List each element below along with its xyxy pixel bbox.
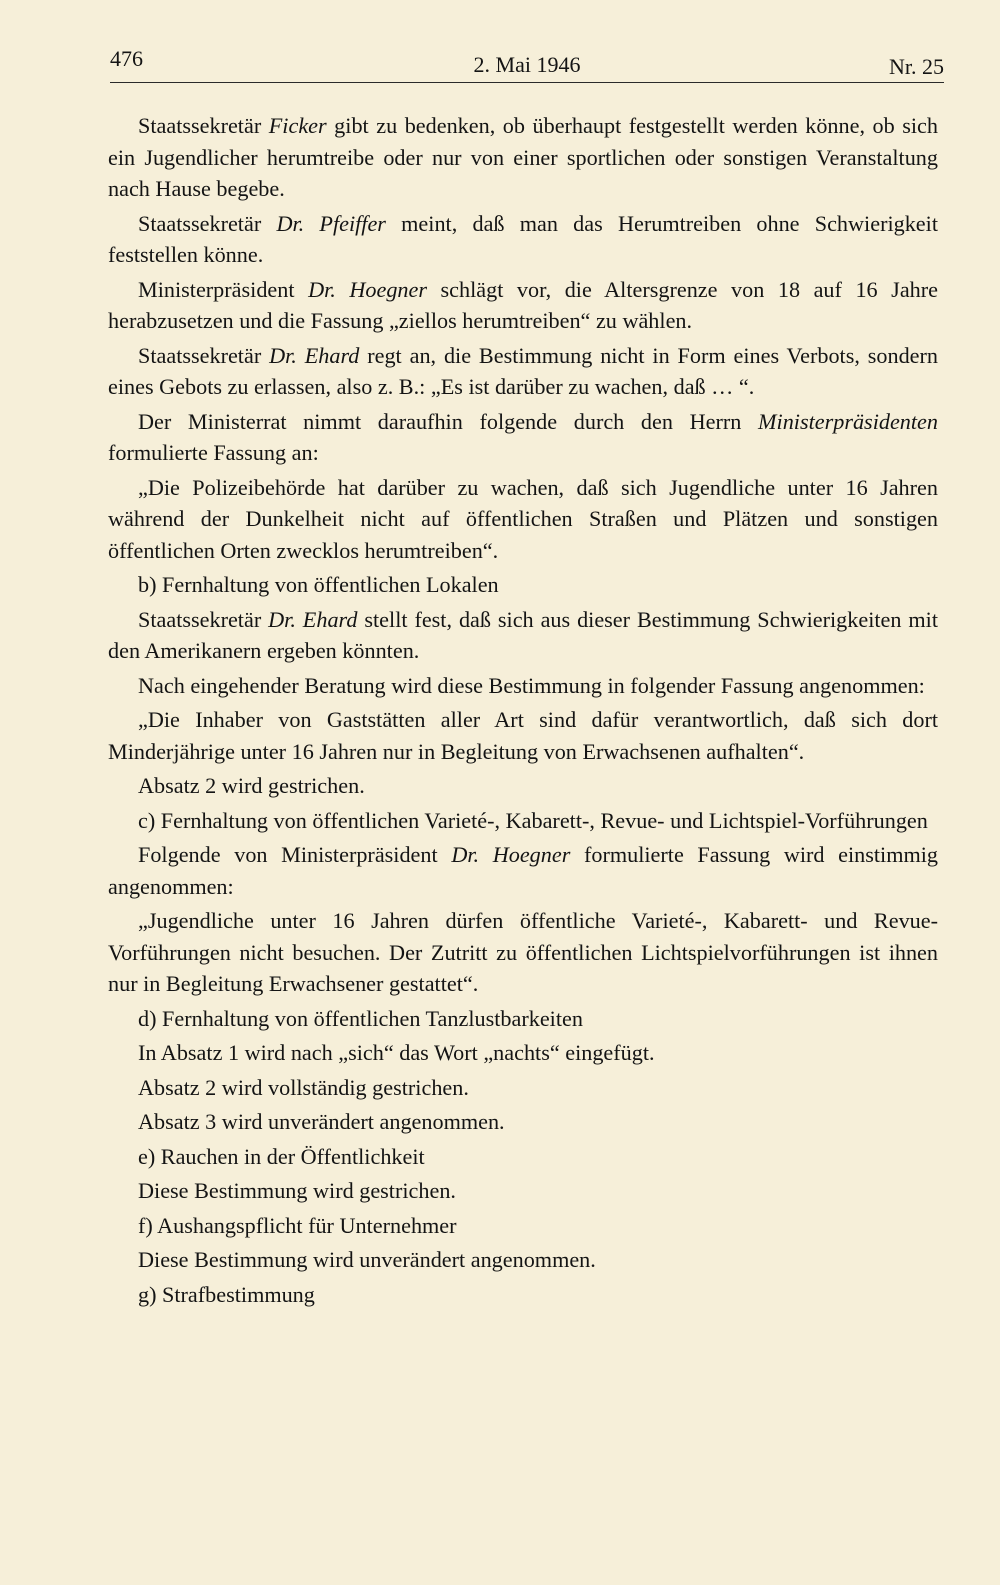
italic-name: Ministerpräsidenten [758,408,938,434]
italic-name: Dr. Hoegner [308,276,427,302]
paragraph [108,1003,938,1035]
header-date: 2. Mai 1946 [473,52,581,77]
paragraph [108,770,938,802]
paragraph-text: g) Strafbestimmung [138,1281,315,1307]
paragraph [108,1106,938,1138]
paragraph-text: meint, daß man das Herumtreiben ohne Schwierigkeit feststellen könne. [108,210,938,267]
paragraph-text: formulierte Fassung an: [108,440,319,465]
document-body [108,110,938,1310]
paragraph-text: f) Aushangspflicht für Unternehmer [138,1212,457,1238]
paragraph [108,472,938,567]
paragraph-text: Staatssekretär [138,210,277,236]
paragraph [108,604,938,667]
paragraph [108,704,938,767]
italic-name: Dr. Ehard [268,606,358,632]
paragraph [108,569,938,601]
paragraph [108,1244,938,1276]
paragraph [108,274,938,337]
paragraph-text: gibt zu bedenken, ob überhaupt festgestellt werden könne, ob sich ein Jugendlicher herumtreibe oder nur von einer sportlichen oder sonstigen Veranstaltung nach Hause begebe. [108,113,938,201]
page-number: 476 [110,46,143,71]
paragraph-text: e) Rauchen in der Öffentlichkeit [138,1143,425,1169]
paragraph-text: formulierte Fassung wird einstimmig angenommen: [108,842,938,899]
paragraph [108,1210,938,1242]
paragraph-text: „Die Inhaber von Gaststätten aller Art sind dafür verantwortlich, daß sich dort Minderjährige unter 16 Jahren nur in Begleitung von Erwachsenen aufhalten“. [108,707,938,764]
paragraph-text: Absatz 2 wird vollständig gestrichen. [138,1074,469,1100]
page-header [110,46,944,83]
italic-name: Dr. Ehard [269,342,360,368]
paragraph-text: Staatssekretär [138,113,269,138]
paragraph-text: d) Fernhaltung von öffentlichen Tanzlustbarkeiten [138,1005,583,1031]
paragraph-text: stellt fest, daß sich aus dieser Bestimmung Schwierigkeiten mit den Amerikanern ergeben könnten. [108,606,938,663]
paragraph [108,1037,938,1069]
document-number: Nr. 25 [889,54,944,79]
paragraph-text: „Jugendliche unter 16 Jahren dürfen öffentliche Varieté-, Kabarett- und Revue-Vorführungen nicht besuchen. Der Zutritt zu öffentlichen Lichtspielvorführungen ist ihnen nur in Begleitung Erwachsener gestattet“. [108,908,938,996]
paragraph [108,1072,938,1104]
italic-name: Ficker [268,113,327,138]
paragraph [108,805,938,837]
paragraph-text: In Absatz 1 wird nach „sich“ das Wort „nachts“ eingefügt. [138,1040,655,1065]
paragraph [108,1175,938,1207]
paragraph [108,110,938,205]
paragraph [108,905,938,1000]
paragraph [108,1141,938,1173]
paragraph [108,839,938,902]
paragraph [108,670,938,702]
paragraph-text: b) Fernhaltung von öffentlichen Lokalen [138,572,499,597]
paragraph [108,1279,938,1311]
paragraph [108,208,938,271]
italic-name: Dr. Pfeiffer [276,210,386,236]
paragraph-text: Staatssekretär [138,606,269,632]
paragraph-text: „Die Polizeibehörde hat darüber zu wachen, daß sich Jugendliche unter 16 Jahren während der Dunkelheit nicht auf öffentlichen Straßen und Plätzen und sonstigen öffentlichen Orten zwecklos herumtreiben“. [108,474,938,563]
paragraph-text: Folgende von Ministerpräsident [138,842,452,867]
paragraph-text: Der Ministerrat nimmt daraufhin folgende durch den Herrn [138,408,759,434]
paragraph-text: Staatssekretär [138,342,270,368]
paragraph-text: regt an, die Bestimmung nicht in Form eines Verbots, sondern eines Gebots zu erlassen, also z. B.: „Es ist darüber zu wachen, daß … “. [108,342,939,399]
paragraph-text: schlägt vor, die Altersgrenze von 18 auf 16 Jahre herabzusetzen und die Fassung „ziellos herumtreiben“ zu wählen. [108,276,938,333]
italic-name: Dr. Hoegner [451,842,571,867]
paragraph-text: c) Fernhaltung von öffentlichen Varieté-, Kabarett-, Revue- und Lichtspiel-Vorführungen [138,807,928,833]
paragraph-text: Diese Bestimmung wird gestrichen. [138,1178,456,1203]
paragraph [108,340,938,403]
paragraph-text: Absatz 3 wird unverändert angenommen. [138,1109,505,1134]
paragraph-text: Ministerpräsident [138,276,309,302]
paragraph-text: Nach eingehender Beratung wird diese Bestimmung in folgender Fassung angenommen: [138,672,925,698]
paragraph-text: Diese Bestimmung wird unverändert angenommen. [138,1247,596,1272]
paragraph-text: Absatz 2 wird gestrichen. [138,773,365,798]
paragraph [108,406,938,469]
